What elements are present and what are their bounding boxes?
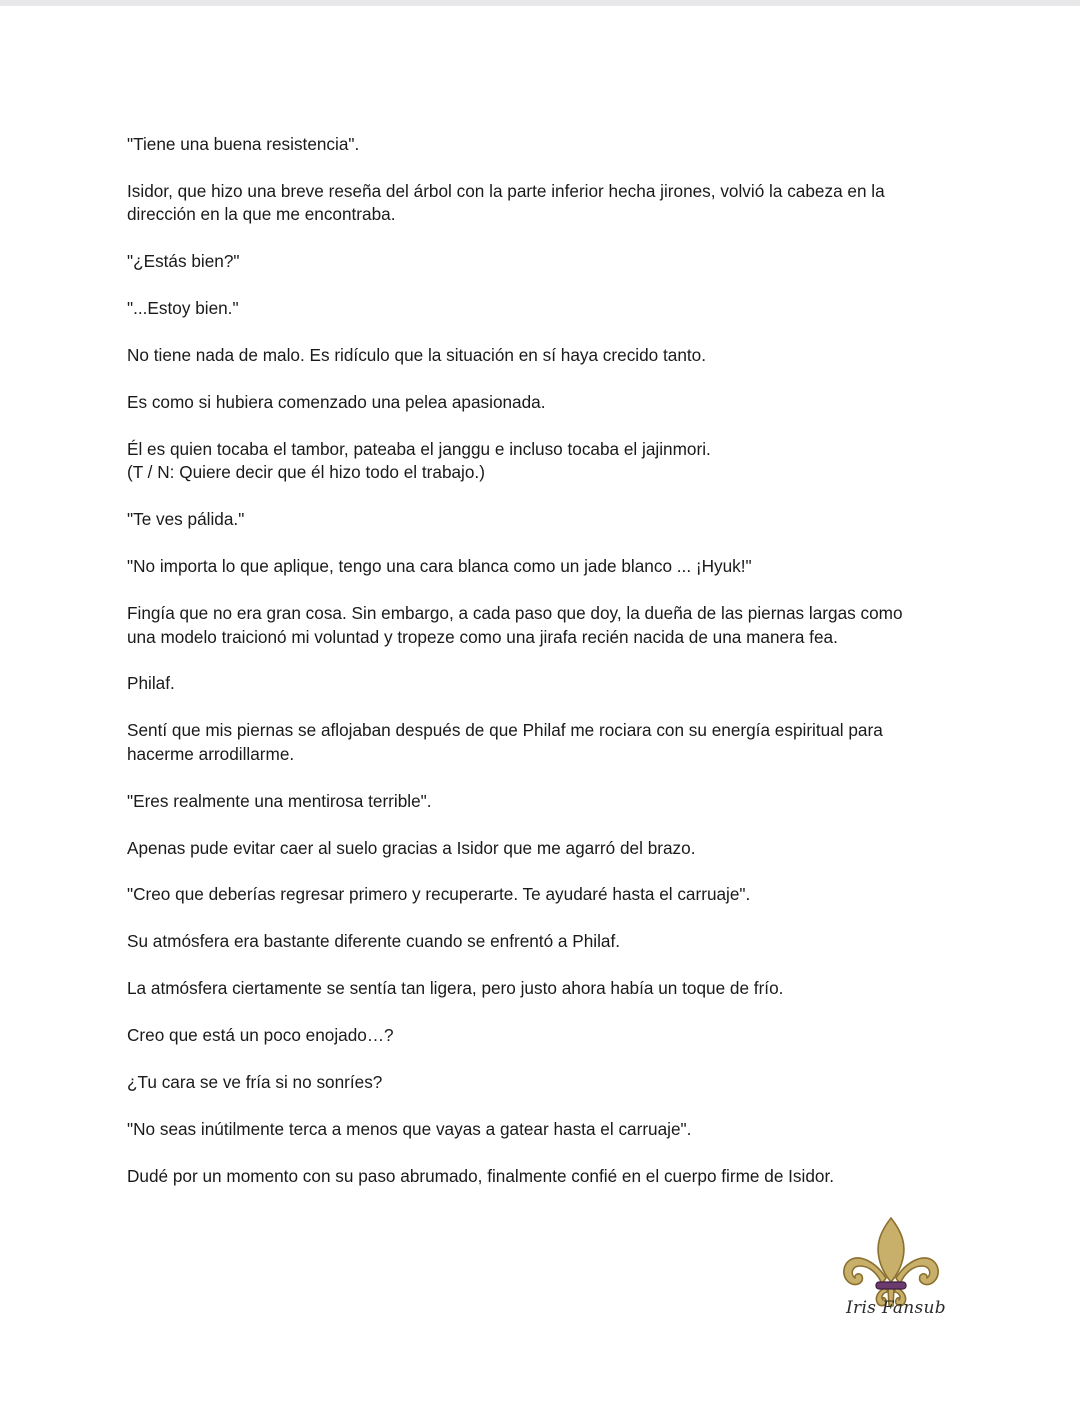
- paragraph-line: "Creo que deberías regresar primero y recuperarte. Te ayudaré hasta el carruaje".: [127, 884, 751, 905]
- paragraph-line: una modelo traicionó mi voluntad y tropeze como una jirafa recién nacida de una manera fea.: [127, 626, 838, 647]
- paragraph-line: "...Estoy bien.": [127, 298, 239, 319]
- paragraph: [127, 250, 947, 274]
- paragraph-line: Philaf.: [127, 673, 175, 694]
- paragraph: [127, 555, 947, 579]
- paragraph: [127, 297, 947, 321]
- paragraph-line: Sentí que mis piernas se aflojaban después de que Philaf me rociara con su energía espiritual para: [127, 720, 883, 741]
- paragraph-line: No tiene nada de malo. Es ridículo que la situación en sí haya crecido tanto.: [127, 345, 706, 366]
- paragraph-line: "Eres realmente una mentirosa terrible".: [127, 790, 432, 811]
- paragraph: [127, 790, 947, 814]
- paragraph: [127, 1118, 947, 1142]
- paragraph-line: Isidor, que hizo una breve reseña del árbol con la parte inferior hecha jirones, volvió la cabeza en la: [127, 180, 885, 201]
- paragraph: [127, 930, 947, 954]
- watermark-label: Iris Fansub: [846, 1298, 946, 1318]
- paragraph-line: Es como si hubiera comenzado una pelea apasionada.: [127, 391, 546, 412]
- paragraph: [127, 837, 947, 861]
- paragraph-line: "¿Estás bien?": [127, 251, 240, 272]
- paragraph-line: "Te ves pálida.": [127, 509, 245, 530]
- paragraph: [127, 672, 947, 696]
- paragraph: [127, 1165, 947, 1189]
- paragraph-line: Él es quien tocaba el tambor, pateaba el janggu e incluso tocaba el jajinmori.: [127, 438, 711, 459]
- paragraph: [127, 977, 947, 1001]
- paragraph-line: hacerme arrodillarme.: [127, 743, 295, 764]
- paragraph-line: "No seas inútilmente terca a menos que vayas a gatear hasta el carruaje".: [127, 1118, 692, 1139]
- paragraph: [127, 602, 947, 649]
- paragraph: [127, 391, 947, 415]
- paragraph: [127, 133, 947, 157]
- paragraph: [127, 719, 947, 766]
- document-body: [127, 133, 947, 1212]
- paragraph-line: "Tiene una buena resistencia".: [127, 134, 360, 154]
- paragraph-line: ¿Tu cara se ve fría si no sonríes?: [127, 1072, 383, 1093]
- paragraph: [127, 438, 947, 485]
- paragraph: [127, 883, 947, 907]
- paragraph: [127, 1024, 947, 1048]
- paragraph-line: (T / N: Quiere decir que él hizo todo el trabajo.): [127, 462, 485, 483]
- paragraph-line: Creo que está un poco enojado…?: [127, 1025, 394, 1046]
- paragraph: [127, 508, 947, 532]
- paragraph-line: Apenas pude evitar caer al suelo gracias a Isidor que me agarró del brazo.: [127, 837, 696, 858]
- paragraph: [127, 180, 947, 227]
- paragraph-line: Su atmósfera era bastante diferente cuando se enfrentó a Philaf.: [127, 931, 621, 952]
- paragraph: [127, 344, 947, 368]
- paragraph-line: Fingía que no era gran cosa. Sin embargo, a cada paso que doy, la dueña de las piernas largas como: [127, 603, 903, 624]
- paragraph: [127, 1071, 947, 1095]
- paragraph-line: Dudé por un momento con su paso abrumado, finalmente confié en el cuerpo firme de Isidor.: [127, 1165, 835, 1186]
- paragraph-line: dirección en la que me encontraba.: [127, 204, 396, 225]
- paragraph-line: "No importa lo que aplique, tengo una cara blanca como un jade blanco ... ¡Hyuk!": [127, 556, 752, 577]
- paragraph-line: La atmósfera ciertamente se sentía tan ligera, pero justo ahora había un toque de frío.: [127, 978, 784, 999]
